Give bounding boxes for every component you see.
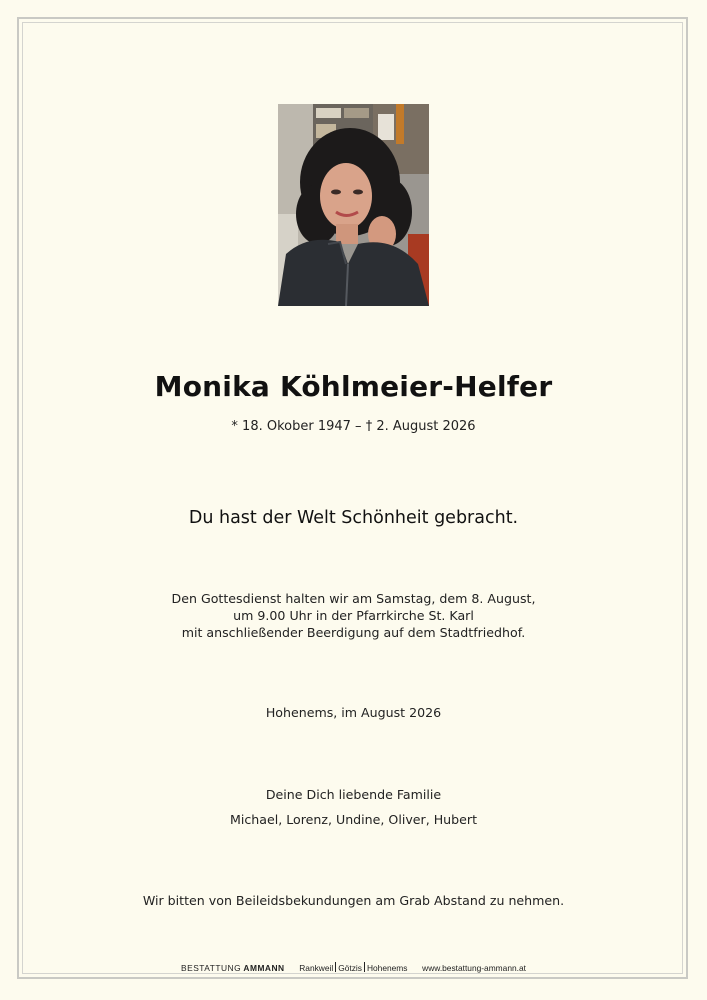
location-separator	[364, 962, 365, 972]
life-dates: * 18. Okober 1947 – † 2. August 2026	[231, 419, 476, 434]
portrait-photo	[278, 104, 429, 306]
condolence-note: Wir bitten von Beileidsbekundungen am Grab Abstand zu nehmen.	[142, 893, 565, 908]
brand-name-part2: AMMANN	[243, 963, 285, 973]
deceased-name: Monika Köhlmeier-Helfer	[154, 370, 553, 403]
family-names: Michael, Lorenz, Undine, Oliver, Hubert	[229, 812, 478, 827]
location-hohenems: Hohenems	[366, 963, 408, 973]
service-details	[0, 590, 707, 641]
service-line: mit anschließender Beerdigung auf dem Stadtfriedhof.	[181, 625, 526, 640]
location-rankweil: Rankweil	[299, 963, 334, 973]
location-goetzis: Götzis	[338, 963, 362, 973]
funeral-home-footer	[0, 962, 707, 974]
memorial-motto: Du hast der Welt Schönheit gebracht.	[188, 508, 519, 528]
location-separator	[335, 962, 336, 972]
website-link[interactable]: www.bestattung-ammann.at	[422, 963, 526, 973]
place-and-date: Hohenems, im August 2026	[265, 705, 442, 720]
family-intro: Deine Dich liebende Familie	[265, 787, 442, 802]
brand-name-part1: BESTATTUNG	[181, 963, 242, 973]
service-line: Den Gottesdienst halten wir am Samstag, dem 8. August,	[171, 591, 536, 606]
service-line: um 9.00 Uhr in der Pfarrkirche St. Karl	[233, 608, 474, 623]
